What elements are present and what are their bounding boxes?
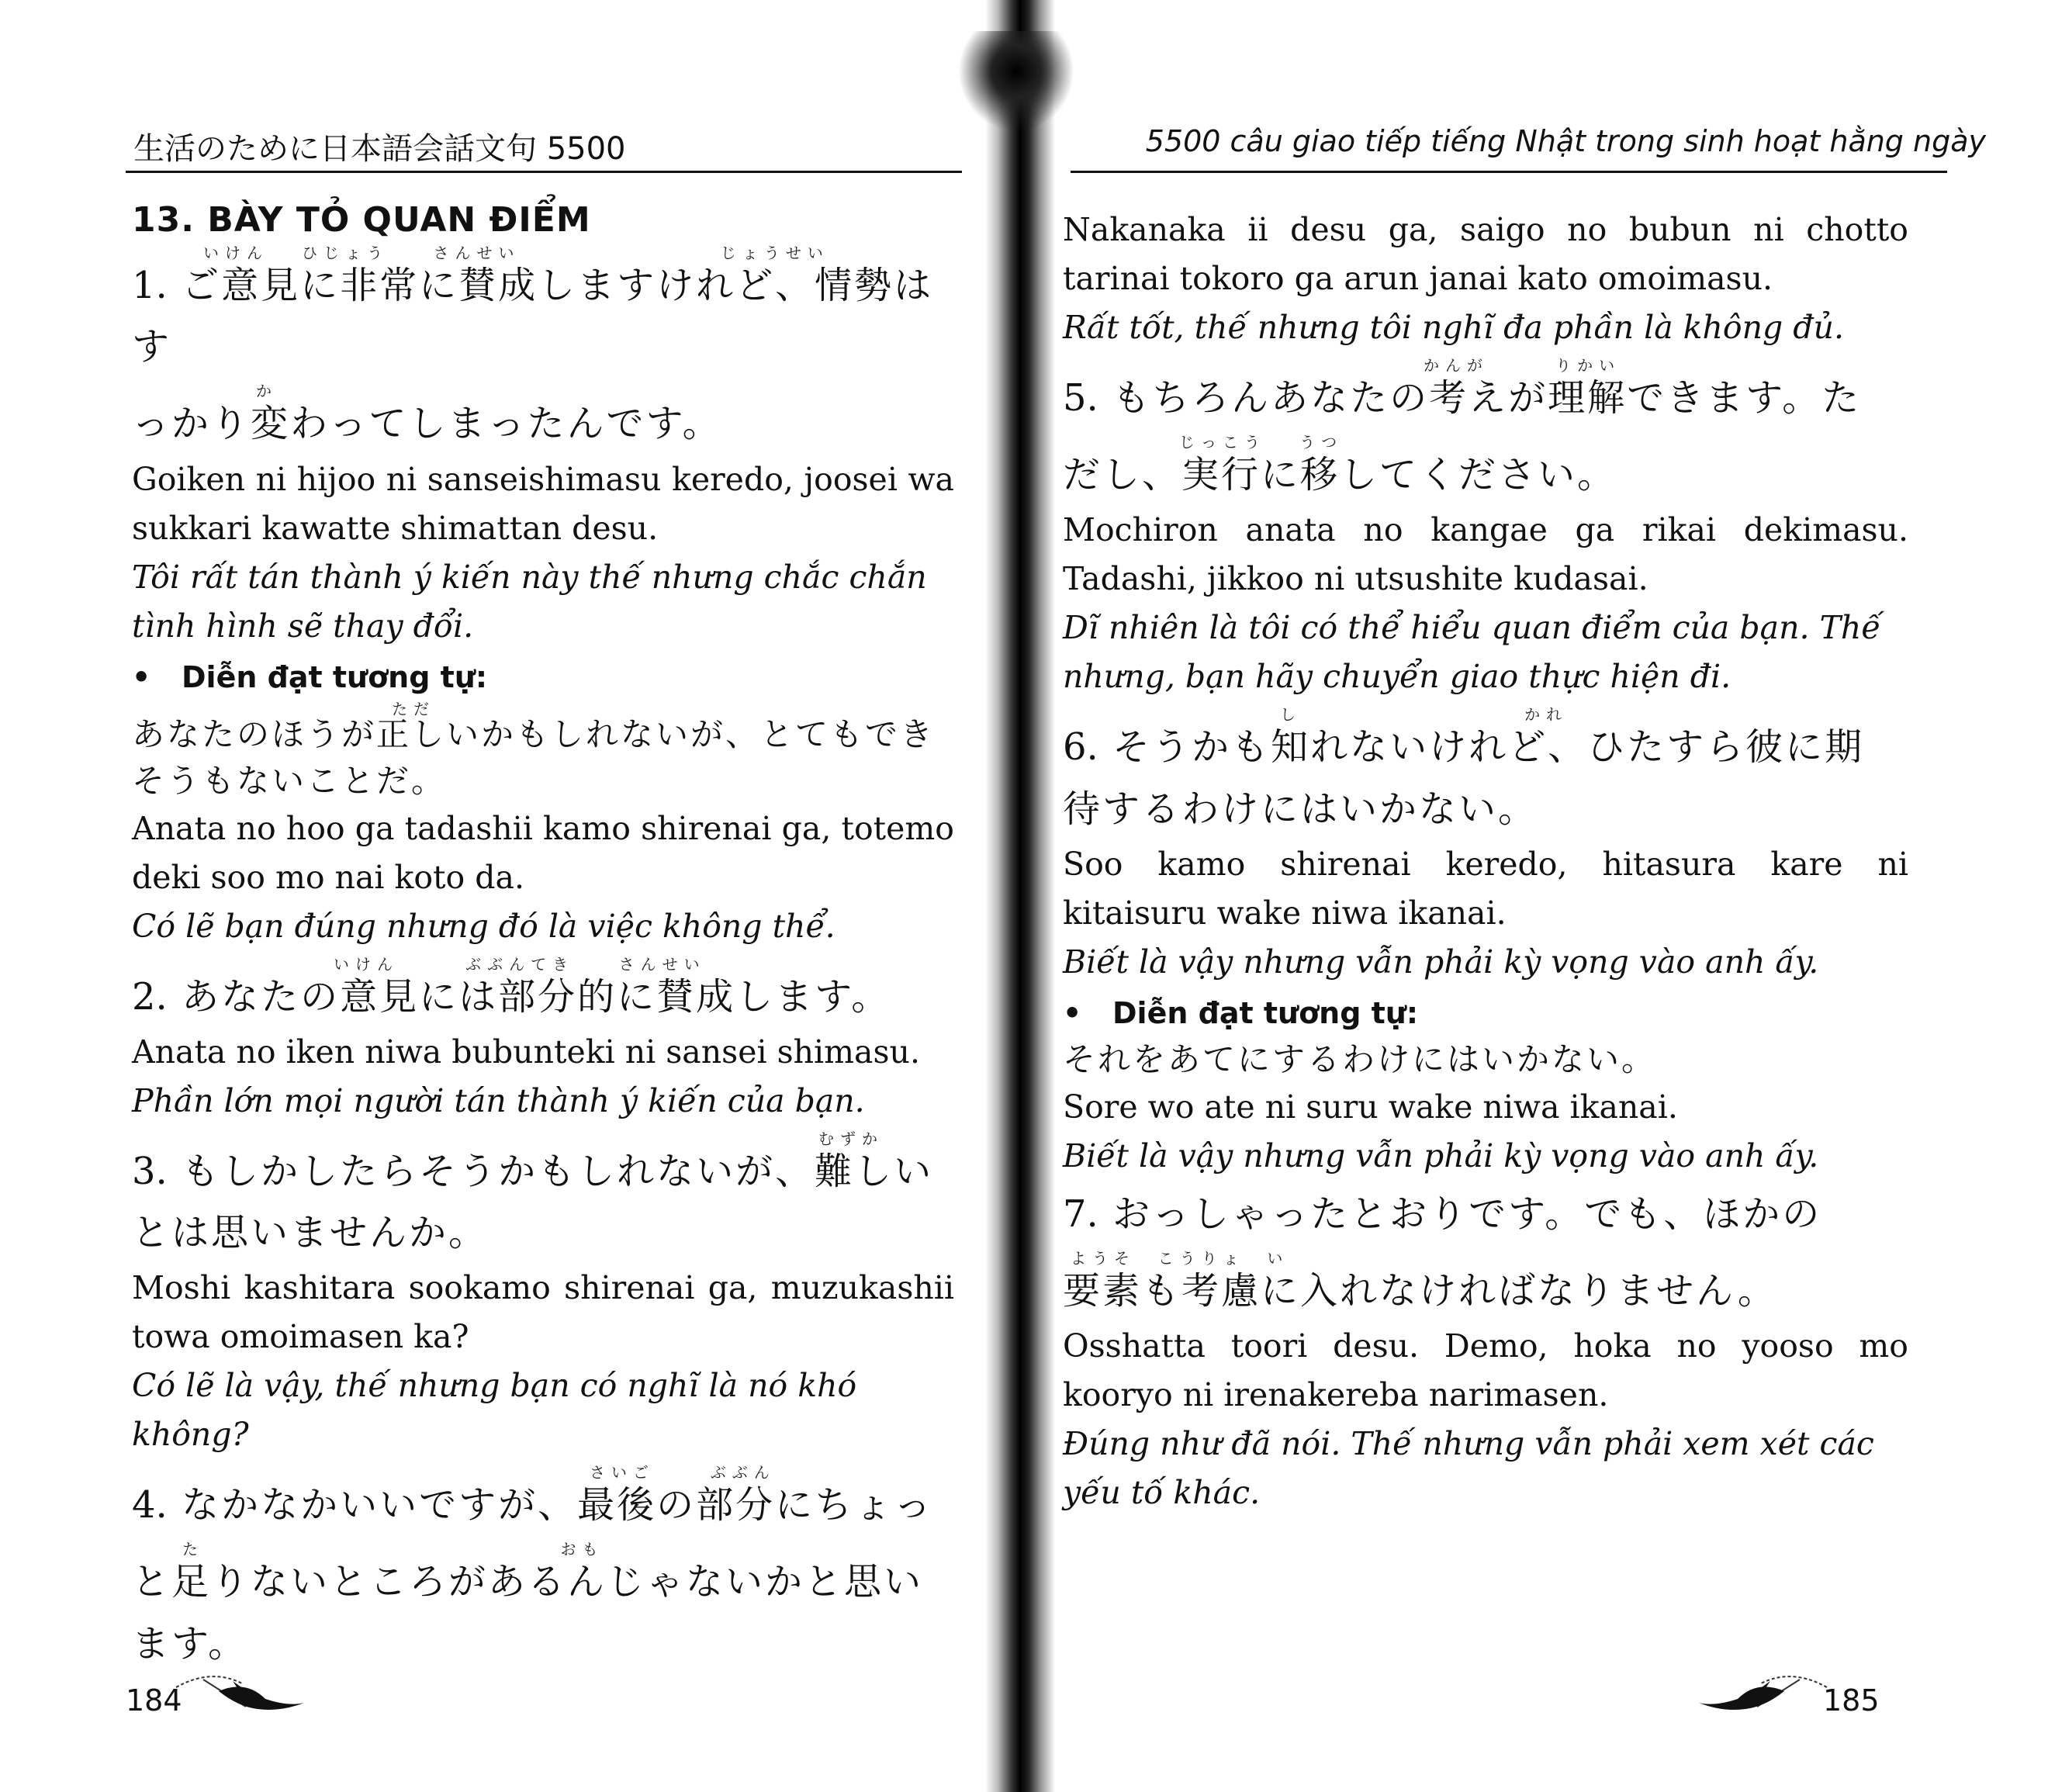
japanese-text: 待するわけにはいかない。 <box>1063 787 1538 831</box>
furigana: か <box>256 382 278 401</box>
vietnamese-text: Biết là vậy nhưng vẫn phải kỳ vọng vào anh ấy. <box>1063 943 1819 981</box>
japanese-text: っかり変わってしまったんです。 <box>132 402 722 446</box>
bullet-icon: • <box>1063 995 1082 1030</box>
japanese-text: 3. もしかしたらそうかもしれないが、難しい <box>132 1149 934 1193</box>
japanese-text: とは思いませんか。 <box>132 1210 489 1254</box>
header-rule <box>1071 171 1947 173</box>
vietnamese-text: Có lẽ là vậy, thế nhưng bạn có nghĩ là nó khó không? <box>132 1367 857 1454</box>
bullet-icon: • <box>132 659 151 694</box>
vietnamese-text: Có lẽ bạn đúng nhưng đó là việc không thể. <box>132 907 835 945</box>
vietnamese-text: Rất tốt, thế nhưng tôi nghĩ đa phần là không đủ. <box>1063 309 1844 346</box>
page-number: 184 <box>126 1683 182 1718</box>
romaji-text: Osshatta toori desu. Demo, hoka no yooso mo kooryo ni irenakereba narimasen. <box>1063 1327 1908 1414</box>
furigana: ようそ こうりょ い <box>1071 1248 1289 1268</box>
right-page-content <box>1063 206 1908 1520</box>
phrase-item-7 <box>1063 1184 1908 1517</box>
section-title: 13. BÀY TỎ QUAN ĐIỂM <box>132 200 591 240</box>
romaji-text: Anata no iken niwa bubunteki ni sansei shimasu. <box>132 1033 920 1071</box>
vietnamese-text: Biết là vậy nhưng vẫn phải kỳ vọng vào anh ấy. <box>1063 1136 1819 1174</box>
romaji-text: Mochiron anata no kangae ga rikai dekimasu. Tadashi, jikkoo ni utsushite kudasai. <box>1063 511 1908 598</box>
vietnamese-text: Phần lớn mọi người tán thành ý kiến của bạn. <box>132 1081 865 1119</box>
furigana: さいご ぶぶん <box>590 1463 776 1482</box>
similar-expression-label: • Diễn đạt tương tự: <box>1063 990 1908 1036</box>
japanese-text: 1. ご意見に非常に賛成しますけれど、情勢はす <box>132 264 934 369</box>
vietnamese-text: Dĩ nhiên là tôi có thể hiểu quan điểm của bạn. Thế nhưng, bạn hãy chuyển giao thực hiện đi. <box>1063 609 1881 696</box>
japanese-text: 7. おっしゃったとおりです。でも、ほかの <box>1063 1192 1822 1236</box>
left-page-header: 生活のために日本語会話文句 5500 <box>133 131 626 167</box>
bird-ornament-icon <box>1691 1664 1831 1718</box>
bird-ornament-icon <box>172 1664 312 1718</box>
furigana: じっこう うつ <box>1179 433 1344 452</box>
japanese-text: あなたのほうが正しいかもしれないが、とてもできそうもないことだ。 <box>132 714 936 800</box>
phrase-item-4 <box>132 1464 954 1675</box>
romaji-text: Sore wo ate ni suru wake niwa ikanai. <box>1063 1088 1678 1126</box>
similar-expression-label: • Diễn đạt tương tự: <box>132 654 954 701</box>
phrase-item-1 <box>132 244 954 951</box>
furigana: ただ <box>392 699 435 718</box>
furigana: むずか <box>818 1129 884 1148</box>
right-page-header: 5500 câu giao tiếp tiếng Nhật trong sinh hoạt hằng ngày <box>1145 124 1986 158</box>
romaji-text: Moshi kashitara sookamo shirenai ga, muzukashii towa omoimasen ka? <box>132 1269 954 1356</box>
japanese-text: と足りないところがあるんじゃないかと思い <box>132 1560 924 1604</box>
romaji-text: Soo kamo shirenai keredo, hitasura kare ni kitaisuru wake niwa ikanai. <box>1063 845 1908 932</box>
japanese-text: それをあてにするわけにはいかない。 <box>1063 1040 1657 1078</box>
phrase-item-2 <box>132 956 954 1126</box>
japanese-text: 4. なかなかいいですが、最後の部分にちょっ <box>132 1483 934 1527</box>
right-page <box>1040 0 2048 1792</box>
furigana: いけん ぶぶんてき さんせい <box>334 954 706 974</box>
page-number: 185 <box>1823 1683 1880 1718</box>
furigana: し かれ <box>1280 705 1569 725</box>
furigana: かんが りかい <box>1424 356 1621 375</box>
japanese-text: 2. あなたの意見には部分的に賛成します。 <box>132 974 891 1019</box>
japanese-text: 6. そうかも知れないけれど、ひたすら彼に期 <box>1063 725 1865 770</box>
romaji-text: Goiken ni hijoo ni sanseishimasu keredo, joosei wa sukkari kawatte shimattan desu. <box>132 460 954 547</box>
phrase-item-3 <box>132 1130 954 1459</box>
furigana: た おも <box>182 1540 604 1559</box>
left-page-content <box>132 200 954 1675</box>
left-page <box>0 0 1001 1792</box>
vietnamese-text: Tôi rất tán thành ý kiến này thế nhưng chắc chắn tình hình sẽ thay đổi. <box>132 558 927 645</box>
japanese-text: ます。 <box>132 1621 248 1666</box>
header-rule <box>126 171 962 173</box>
japanese-text: 要素も考慮に入れなければなりません。 <box>1063 1268 1777 1313</box>
vietnamese-text: Đúng như đã nói. Thế nhưng vẫn phải xem xét các yếu tố khác. <box>1063 1425 1874 1512</box>
phrase-item-6 <box>1063 706 1908 1180</box>
phrase-item-5 <box>1063 357 1908 701</box>
japanese-text: だし、実行に移してください。 <box>1063 453 1617 497</box>
japanese-text: 5. もちろんあなたの考えが理解できます。た <box>1063 376 1862 420</box>
furigana: いけん ひじょう さんせい じょうせい <box>203 244 829 262</box>
romaji-text: Nakanaka ii desu ga, saigo no bubun ni chotto tarinai tokoro ga arun janai kato omoimasu. <box>1063 211 1908 297</box>
romaji-text: Anata no hoo ga tadashii kamo shirenai ga, totemo deki soo mo nai koto da. <box>132 809 954 896</box>
